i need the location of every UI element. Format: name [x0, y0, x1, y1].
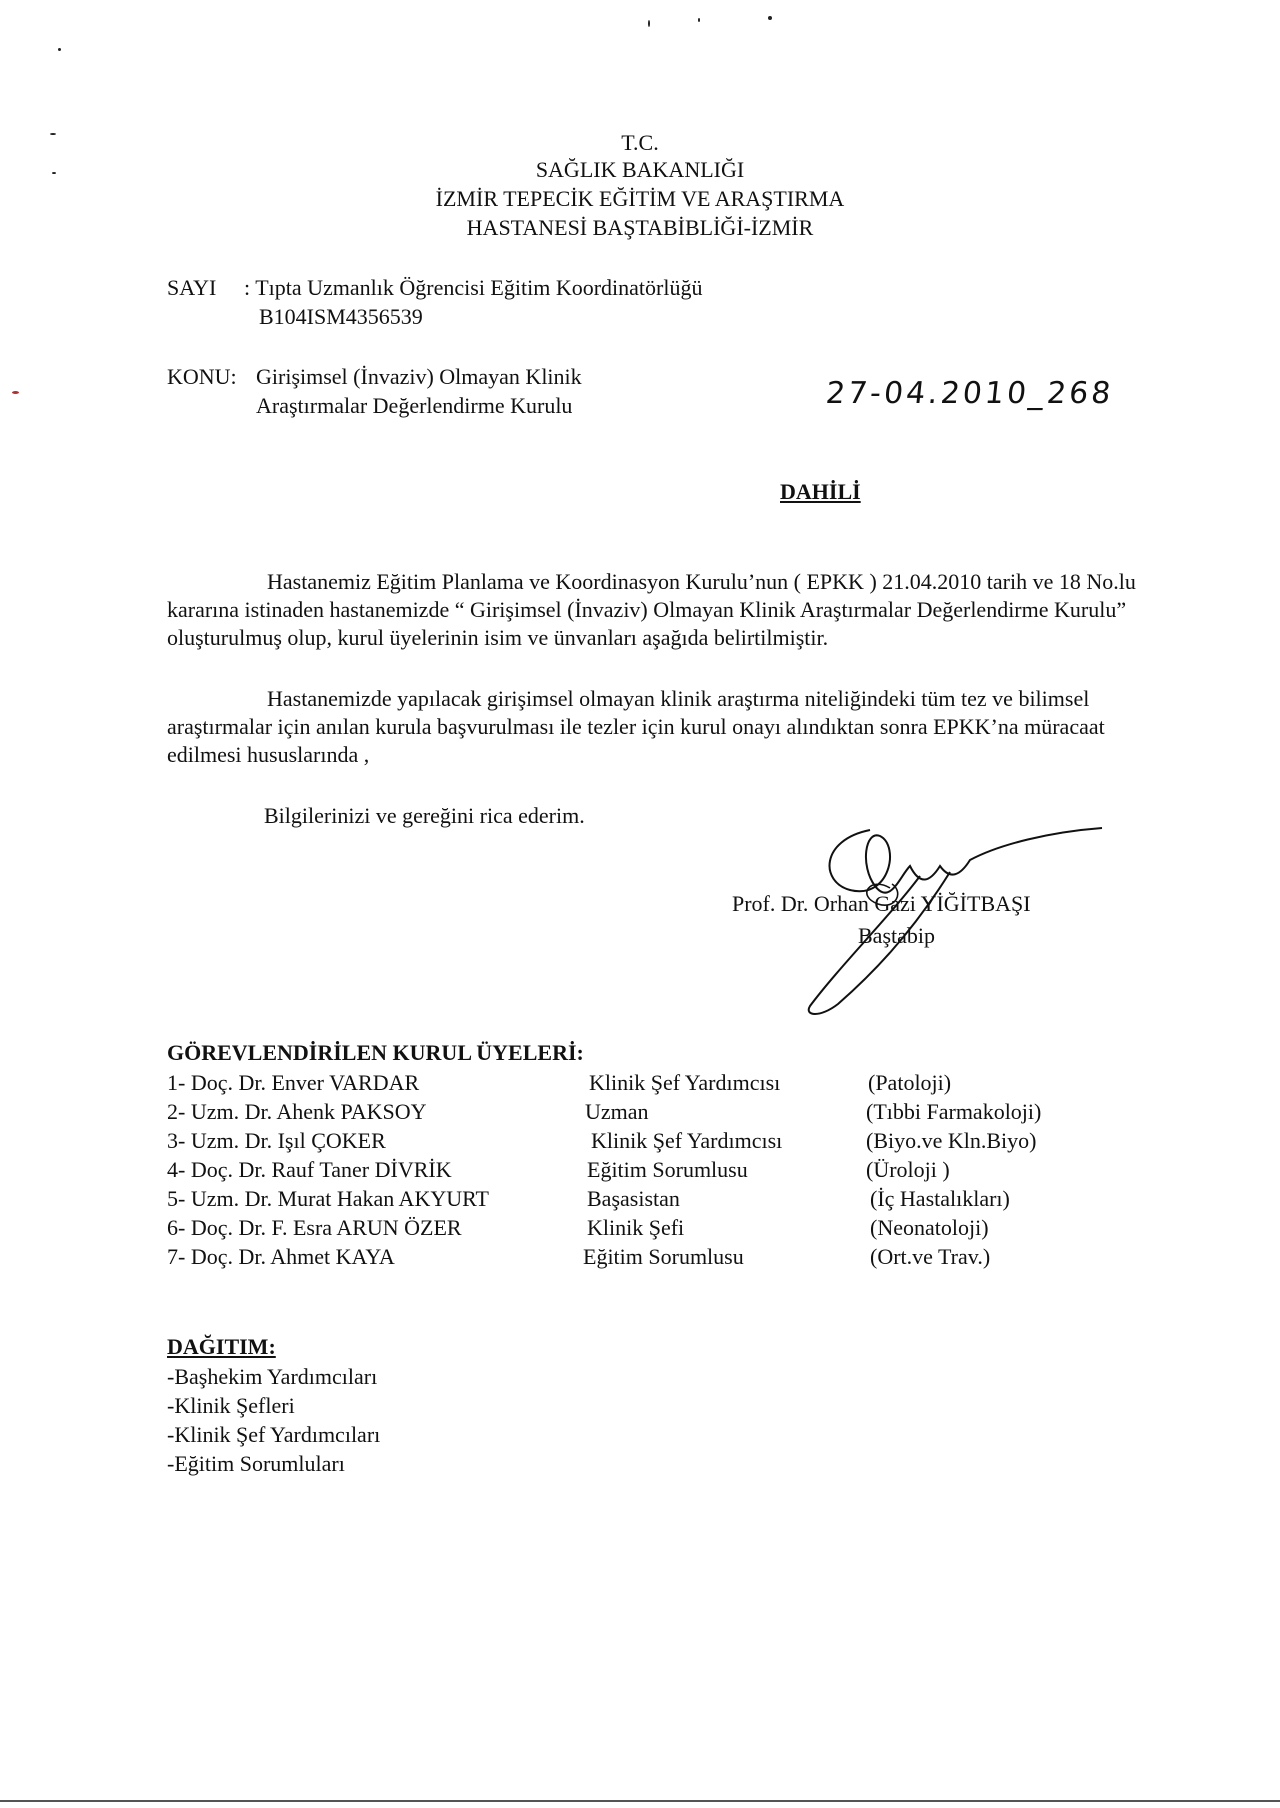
konu-label: KONU: — [167, 364, 237, 389]
member-name: 5- Uzm. Dr. Murat Hakan AKYURT — [167, 1186, 489, 1211]
signatory-title: Baştabip — [858, 923, 935, 948]
member-role: Klinik Şef Yardımcısı — [589, 1070, 781, 1095]
distribution-item: -Klinik Şef Yardımcıları — [167, 1422, 381, 1447]
distribution-item: -Başhekim Yardımcıları — [167, 1364, 378, 1389]
member-department: (İç Hastalıkları) — [870, 1186, 1010, 1211]
signature-mark — [780, 826, 1110, 1022]
distribution-heading: DAĞITIM: — [167, 1334, 276, 1359]
sayi-value: : Tıpta Uzmanlık Öğrencisi Eğitim Koordinatörlüğü — [244, 275, 703, 300]
header-line-tc: T.C. — [621, 130, 659, 155]
member-name: 6- Doç. Dr. F. Esra ARUN ÖZER — [167, 1215, 462, 1240]
member-role: Eğitim Sorumlusu — [583, 1244, 744, 1269]
member-role: Uzman — [585, 1099, 649, 1124]
scan-speck — [698, 18, 700, 22]
member-name: 3- Uzm. Dr. Işıl ÇOKER — [167, 1128, 386, 1153]
scan-speck — [648, 20, 650, 27]
members-heading: GÖREVLENDİRİLEN KURUL ÜYELERİ: — [167, 1040, 584, 1065]
sayi-number: B104ISM4356539 — [259, 304, 423, 329]
member-department: (Ort.ve Trav.) — [870, 1244, 991, 1269]
signatory-name: Prof. Dr. Orhan Gazi YİĞİTBAŞI — [732, 891, 1031, 916]
member-role: Başasistan — [587, 1186, 680, 1211]
header-ministry: SAĞLIK BAKANLIĞI — [535, 157, 745, 182]
body-paragraph-1: Hastanemiz Eğitim Planlama ve Koordinasyon Kurulu’nun ( EPKK ) 21.04.2010 tarih ve 18 No.lu kararına istinaden hastanemizde “ Girişimsel (İnvaziv) Olmayan Klinik Araştırmalar Değerlendirme Kurulu” oluşturulmuş olup, kurul üyelerinin isim ve ünvanları aşağıda belirtilmiştir. — [167, 569, 1136, 650]
sayi-label: SAYI — [167, 275, 217, 300]
member-department: (Biyo.ve Kln.Biyo) — [866, 1128, 1037, 1153]
scan-speck — [768, 16, 772, 20]
distribution-item: -Eğitim Sorumluları — [167, 1451, 345, 1476]
scan-speck — [12, 391, 19, 394]
body-paragraph-2: Hastanemizde yapılacak girişimsel olmayan klinik araştırma niteliğindeki tüm tez ve bilimsel araştırmalar için anılan kurula başvurulması ile tezler için kurul onayı alındıktan sonra EPKK’na müracaat edilmesi hususlarında , — [167, 686, 1105, 767]
member-role: Klinik Şef Yardımcısı — [591, 1128, 783, 1153]
member-department: (Neonatoloji) — [870, 1215, 989, 1240]
member-role: Eğitim Sorumlusu — [587, 1157, 748, 1182]
classification-label: DAHİLİ — [780, 479, 861, 504]
header-hospital: İZMİR TEPECİK EĞİTİM VE ARAŞTIRMA — [435, 186, 845, 211]
handwritten-date: 27-04.2010_268 — [824, 376, 1116, 411]
header-office: HASTANESİ BAŞTABİBLİĞİ-İZMİR — [466, 215, 814, 240]
member-name: 7- Doç. Dr. Ahmet KAYA — [167, 1244, 395, 1269]
member-role: Klinik Şefi — [587, 1215, 685, 1240]
member-department: (Üroloji ) — [866, 1157, 950, 1182]
scan-edge-line — [0, 1800, 1280, 1802]
member-name: 4- Doç. Dr. Rauf Taner DİVRİK — [167, 1157, 452, 1182]
konu-line2: Araştırmalar Değerlendirme Kurulu — [256, 393, 573, 418]
member-department: (Tıbbi Farmakoloji) — [866, 1099, 1042, 1124]
member-name: 1- Doç. Dr. Enver VARDAR — [167, 1070, 420, 1095]
konu-line1: Girişimsel (İnvaziv) Olmayan Klinik — [256, 364, 582, 389]
member-name: 2- Uzm. Dr. Ahenk PAKSOY — [167, 1099, 427, 1124]
scan-speck — [58, 48, 61, 51]
closing-line: Bilgilerinizi ve gereğini rica ederim. — [264, 803, 585, 828]
member-department: (Patoloji) — [868, 1070, 952, 1095]
distribution-item: -Klinik Şefleri — [167, 1393, 295, 1418]
